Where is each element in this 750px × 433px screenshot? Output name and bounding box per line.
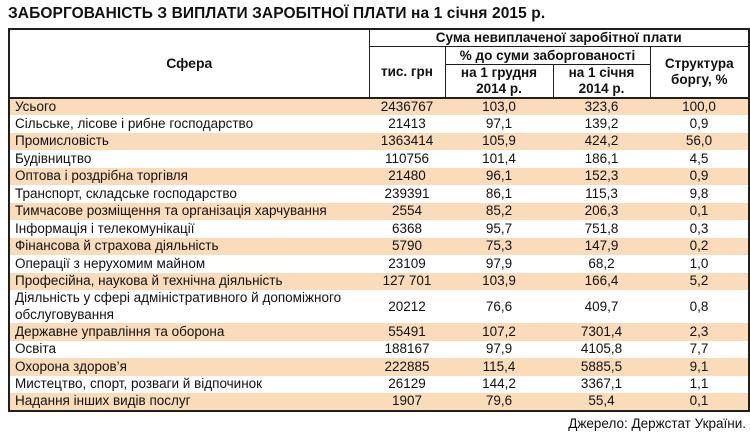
- row-label: Мистецтво, спорт, розваги й відпочинок: [15, 376, 263, 392]
- row-value: 9,8: [689, 185, 709, 201]
- row-value: 4105,8: [580, 341, 623, 357]
- row-label: Професійна, наукова й технічна діяльність: [9, 273, 369, 291]
- row-value: 26129: [388, 376, 426, 392]
- row-value: 139,2: [584, 115, 619, 131]
- row-label: Сільське, лісове і рибне господарство: [15, 115, 254, 131]
- row-value: 424,2: [553, 133, 650, 151]
- header-sum-group: Сума невиплаченої заробітної плати: [369, 29, 749, 47]
- row-value: 188167: [384, 341, 430, 357]
- row-label: Оптова і роздрібна торгівля: [9, 168, 369, 186]
- row-value: 1,1: [689, 376, 709, 392]
- table-row: [9, 255, 749, 273]
- row-value: 96,1: [445, 168, 553, 186]
- row-value: 206,3: [553, 203, 650, 221]
- row-value: 0,1: [650, 203, 749, 221]
- row-value: 127 701: [369, 273, 445, 291]
- row-value: 323,6: [553, 98, 650, 116]
- row-value: 55,4: [553, 393, 650, 411]
- row-label: Будівництво: [15, 150, 92, 166]
- row-label: Фінансова й страхова діяльність: [9, 238, 369, 256]
- table-row: [9, 115, 749, 133]
- row-label: Усього: [9, 98, 369, 116]
- row-value: 76,6: [485, 298, 513, 314]
- row-value: 97,1: [485, 115, 513, 131]
- row-value: 1,0: [689, 255, 709, 271]
- row-value: 95,7: [485, 220, 513, 236]
- row-value: 239391: [384, 185, 430, 201]
- row-value: 1363414: [369, 133, 445, 151]
- row-value: 0,1: [650, 393, 749, 411]
- table-row: [9, 203, 749, 221]
- row-value: 186,1: [584, 150, 619, 166]
- row-value: 110756: [384, 150, 430, 166]
- row-label: Промисловість: [9, 133, 369, 151]
- row-value: 0,2: [650, 238, 749, 256]
- table-row: [9, 238, 749, 256]
- header-december: на 1 грудня 2014 р.: [445, 65, 553, 98]
- header-pct-group: % до суми заборгованості: [445, 47, 650, 65]
- header-sphere: Сфера: [9, 29, 369, 98]
- table-row: [9, 98, 749, 116]
- table-row: [9, 185, 749, 203]
- row-value: 152,3: [553, 168, 650, 186]
- row-value: 1907: [369, 393, 445, 411]
- row-value: 21480: [369, 168, 445, 186]
- row-label: Освіта: [15, 341, 56, 357]
- row-label: Тимчасове розміщення та організація харчування: [9, 203, 369, 221]
- row-value: 222885: [369, 358, 445, 376]
- row-value: 86,1: [485, 185, 513, 201]
- row-label: Надання інших видів послуг: [9, 393, 369, 411]
- table-row: [9, 358, 749, 376]
- row-label: Операції з нерухомим майном: [15, 255, 206, 271]
- row-value: 2436767: [369, 98, 445, 116]
- table-row: [9, 220, 749, 238]
- row-value: 20212: [388, 298, 426, 314]
- row-label: Інформація і телекомунікації: [15, 220, 195, 236]
- header-january: на 1 січня 2014 р.: [553, 65, 650, 98]
- row-value: 97,9: [485, 341, 513, 357]
- row-value: 79,6: [445, 393, 553, 411]
- row-value: 2,3: [650, 323, 749, 341]
- row-value: 103,0: [445, 98, 553, 116]
- row-value: 2554: [369, 203, 445, 221]
- row-value: 0,9: [650, 168, 749, 186]
- table-row: [9, 168, 749, 186]
- table-body: [9, 98, 749, 411]
- row-label: Державне управління та оборона: [9, 323, 369, 341]
- table-row: [9, 393, 749, 411]
- table-row: [9, 133, 749, 151]
- table-header: [9, 29, 749, 98]
- row-label: Транспорт, складське господарство: [15, 185, 237, 201]
- row-value: 3367,1: [580, 376, 623, 392]
- table-row: [9, 273, 749, 291]
- row-value: 5885,5: [553, 358, 650, 376]
- header-thousand-uah: тис. грн: [369, 47, 445, 98]
- row-value: 6368: [391, 220, 423, 236]
- row-value: 23109: [388, 255, 426, 271]
- row-value: 409,7: [584, 298, 619, 314]
- row-value: 105,9: [445, 133, 553, 151]
- row-value: 115,3: [585, 185, 618, 201]
- row-value: 0,9: [689, 115, 709, 131]
- table-row: [9, 341, 749, 359]
- row-value: 7,7: [689, 341, 709, 357]
- row-value: 4,5: [689, 150, 709, 166]
- row-value: 115,4: [445, 358, 553, 376]
- header-structure: Структура боргу, %: [650, 47, 749, 98]
- row-value: 101,4: [482, 150, 516, 166]
- row-value: 0,3: [689, 220, 709, 236]
- row-value: 751,8: [584, 220, 619, 236]
- row-value: 103,9: [445, 273, 553, 291]
- page-title: ЗАБОРГОВАНІСТЬ З ВИПЛАТИ ЗАРОБІТНОЇ ПЛАТИ на 1 січня 2015 р.: [8, 5, 546, 22]
- row-value: 9,1: [650, 358, 749, 376]
- row-value: 100,0: [650, 98, 749, 116]
- row-value: 56,0: [650, 133, 749, 151]
- row-label: Охорона здоров’я: [9, 358, 369, 376]
- row-value: 55491: [369, 323, 445, 341]
- row-value: 68,2: [588, 255, 615, 271]
- table-row: [9, 323, 749, 341]
- row-label: Діяльність у сфері адміністративного й допоміжного обслуговування: [15, 290, 342, 322]
- row-value: 75,3: [445, 238, 553, 256]
- row-value: 166,4: [553, 273, 650, 291]
- row-value: 144,2: [482, 376, 516, 392]
- row-value: 147,9: [553, 238, 650, 256]
- row-value: 21413: [388, 115, 426, 131]
- row-value: 97,9: [485, 255, 513, 271]
- row-value: 107,2: [445, 323, 553, 341]
- table-row: [9, 290, 749, 323]
- row-value: 0,8: [689, 298, 709, 314]
- row-value: 7301,4: [553, 323, 650, 341]
- row-value: 85,2: [445, 203, 553, 221]
- source-note: Джерело: Держстат України.: [568, 415, 746, 431]
- table-row: [9, 150, 749, 168]
- arrears-table: [8, 28, 750, 412]
- row-value: 5,2: [650, 273, 749, 291]
- table-row: [9, 376, 749, 394]
- row-value: 5790: [369, 238, 445, 256]
